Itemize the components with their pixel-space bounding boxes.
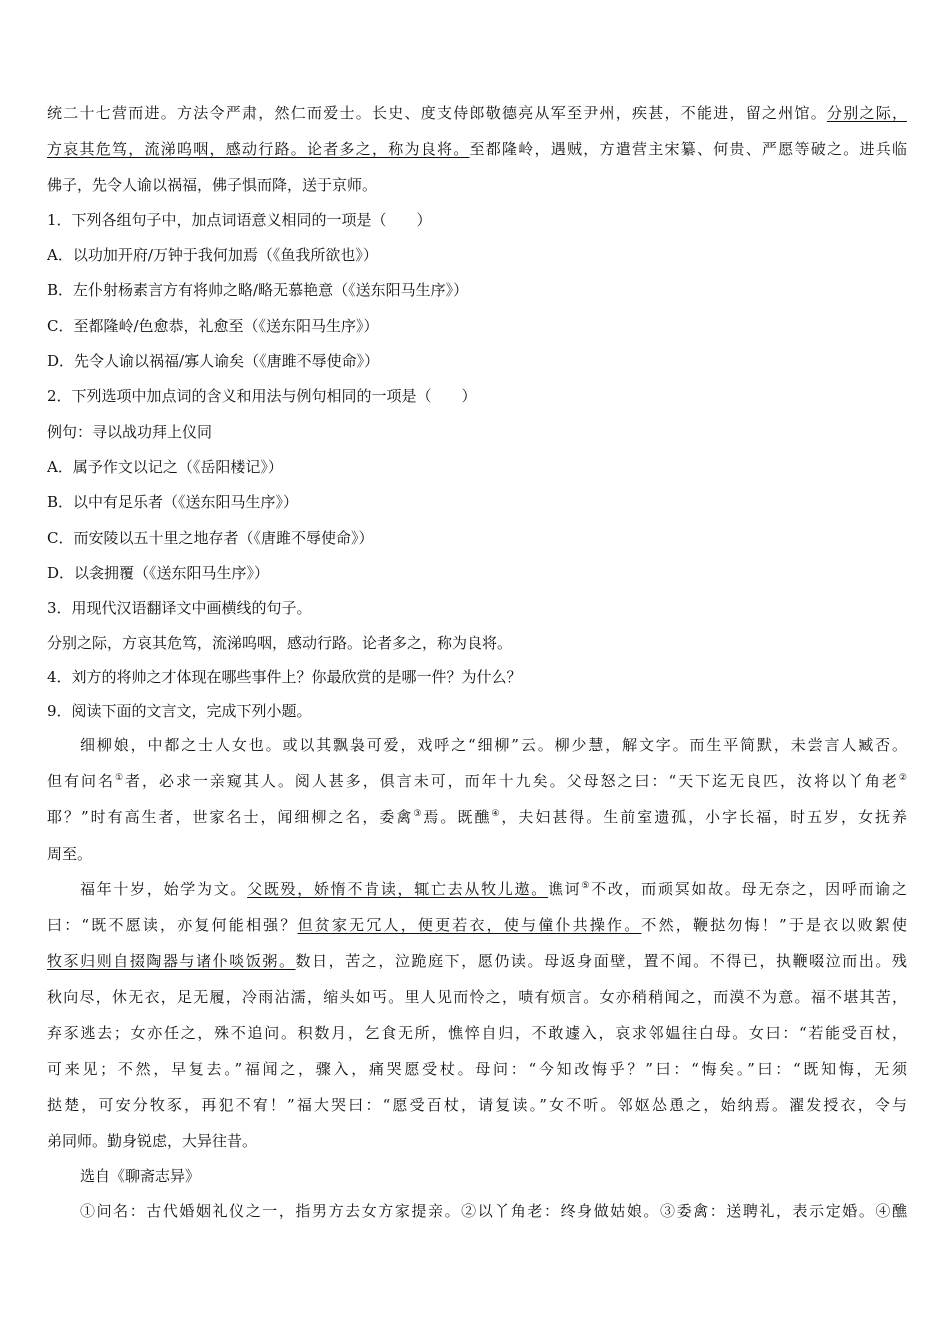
- passage2-p2-line-3: 牧豕归则自掇陶器与诸仆啖饭粥。数日，苦之，泣跪庭下，愿仍读。母返身面壁，置不闻。不得已，执鞭啜泣而出。残: [47, 952, 907, 970]
- passage1-line-2: 方哀其危笃，流涕呜咽，感动行路。论者多之，称为良将。至都隆岭，遇贼，方遣营主宋纂、何贵、严愿等破之。进兵临: [47, 140, 907, 158]
- passage2-p1-line-4: 周至。: [47, 845, 93, 863]
- underlined-sentence: 但贫家无冗人，便更若衣，使与僮仆共操作。: [297, 916, 642, 934]
- question-1-option-b: B．左仆射杨素言方有将帅之略/略无慕艳意（《送东阳马生序》）: [47, 281, 469, 299]
- question-4-stem: 4．刘方的将帅之才体现在哪些事件上？你最欣赏的是哪一件？为什么？: [47, 668, 522, 686]
- underlined-sentence: 分别之际，: [826, 104, 907, 122]
- passage2-p1-line-2: 但有问名①者，必求一亲窥其人。阅人甚多，俱言未可，而年十九矣。父母怒之曰：“天下迄无良匹，汝将以丫角老②: [47, 772, 907, 790]
- question-1-option-c: C．至都隆岭/色愈恭，礼愈至（《送东阳马生序》）: [47, 317, 379, 335]
- question-3-stem: 3．用现代汉语翻译文中画横线的句子。: [47, 599, 312, 617]
- passage2-p2-line-1: 福年十岁，始学为文。父既殁，娇惰不肯读，辄亡去从牧儿遨。谯诃⑤不改，而顽冥如故。母无奈之，因呼而谕之: [80, 880, 907, 898]
- footnote-marker: ③: [413, 809, 424, 819]
- passage2-p2-line-7: 挞楚，可安分牧豕，再犯不宥！”福大哭曰：“愿受百杖，请复读。”女不听。邻妪怂恿之，始纳焉。濯发授衣，令与: [47, 1096, 907, 1114]
- footnotes: ①问名：古代婚姻礼仪之一，指男方去女方家提亲。②以丫角老：终身做姑娘。③委禽：送聘礼，表示定婚。④醮: [80, 1202, 907, 1220]
- question-2-example: 例句：寻以战功拜上仪同: [47, 423, 213, 441]
- passage2-p2-line-6: 可来见；不然，早复去。”福闻之，骤入，痛哭愿受杖。母问：“今知改悔乎？”曰：“悔矣。”曰：“既知悔，无须: [47, 1060, 907, 1078]
- footnote-marker: ①: [114, 773, 125, 783]
- footnote-marker: ⑤: [581, 881, 592, 891]
- underlined-sentence: 牧豕归则自掇陶器与诸仆啖饭粥。: [47, 952, 296, 970]
- passage1-line-3: 佛子，先令人谕以祸福，佛子惧而降，送于京师。: [47, 176, 378, 194]
- passage2-p2-line-5: 弃豕逃去；女亦任之，殊不追问。积数月，乞食无所，憔悴自归，不敢遽入，哀求邻媪往白母。女曰：“若能受百杖，: [47, 1024, 907, 1042]
- question-2-option-c: C．而安陵以五十里之地存者（《唐雎不辱使命》）: [47, 529, 374, 547]
- question-1-option-a: A．以功加开府/万钟于我何加焉（《鱼我所欲也》）: [47, 246, 378, 264]
- underlined-sentence: 方哀其危笃，流涕呜咽，感动行路。论者多之，称为良将。: [47, 140, 470, 158]
- question-2-option-a: A．属予作文以记之（《岳阳楼记》）: [47, 458, 283, 476]
- passage2-p1-line-1: 细柳娘，中都之士人女也。或以其飘袅可爱，戏呼之“细柳”云。柳少慧，解文字。而生平简默，未尝言人臧否。: [80, 736, 907, 754]
- question-1-stem: 1．下列各组句子中，加点词语意义相同的一项是（ ）: [47, 211, 432, 229]
- question-2-option-d: D．以衾拥覆（《送东阳马生序》）: [47, 564, 270, 582]
- question-2-stem: 2．下列选项中加点词的含义和用法与例句相同的一项是（ ）: [47, 387, 477, 405]
- question-1-option-d: D．先令人谕以祸福/寡人谕矣（《唐雎不辱使命》）: [47, 352, 380, 370]
- passage2-p2-line-8: 弟同师。勤身锐虑，大异往昔。: [47, 1132, 258, 1150]
- question-9-stem: 9．阅读下面的文言文，完成下列小题。: [47, 702, 312, 720]
- passage-source: 选自《聊斋志异》: [80, 1167, 201, 1185]
- underlined-sentence: 父既殁，娇惰不肯读，辄亡去从牧儿遨。: [247, 880, 548, 898]
- passage2-p2-line-4: 秋向尽，休无衣，足无履，冷雨沾濡，缩头如丐。里人见而怜之，啧有烦言。女亦稍稍闻之，而漠不为意。福不堪其苦，: [47, 988, 907, 1006]
- question-2-option-b: B．以中有足乐者（《送东阳马生序》）: [47, 493, 299, 511]
- footnote-marker: ②: [898, 773, 907, 783]
- footnote-marker: ④: [491, 809, 502, 819]
- passage2-p1-line-3: 耶？”时有高生者，世家名士，闻细柳之名，委禽③焉。既醮④，夫妇甚得。生前室遗孤，小字长福，时五岁，女抚养: [47, 808, 907, 826]
- question-3-sentence: 分别之际，方哀其危笃，流涕呜咽，感动行路。论者多之，称为良将。: [47, 634, 513, 652]
- passage2-p2-line-2: 曰：“既不愿读，亦复何能相强？但贫家无冗人，便更若衣，使与僮仆共操作。不然，鞭挞勿悔！”于是衣以败絮使: [47, 916, 907, 934]
- passage1-line-1: 统二十七营而进。方法令严肃，然仁而爱士。长史、度支侍郎敬德亮从军至尹州，疾甚，不能进，留之州馆。分别之际，: [47, 104, 907, 122]
